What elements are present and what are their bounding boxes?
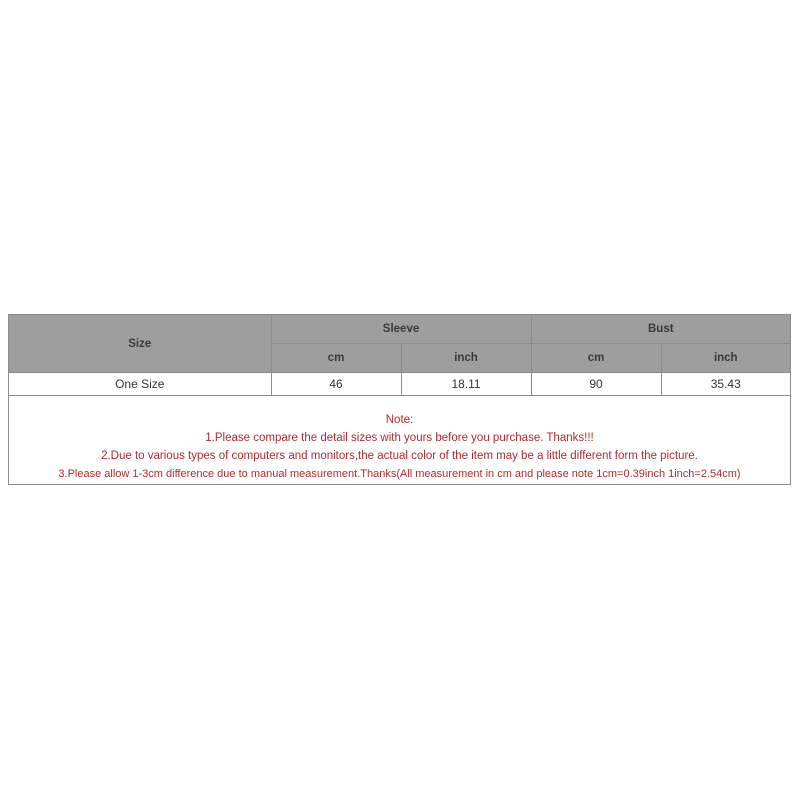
sleeve-inch-header: inch bbox=[401, 344, 531, 373]
size-chart bbox=[8, 314, 791, 485]
size-cell: One Size bbox=[9, 373, 271, 396]
size-table bbox=[9, 315, 790, 396]
sleeve-cm-header: cm bbox=[271, 344, 401, 373]
bust-inch-header: inch bbox=[661, 344, 790, 373]
bust-inch-cell: 35.43 bbox=[661, 373, 790, 396]
bust-cm-cell: 90 bbox=[531, 373, 661, 396]
notes-section bbox=[9, 411, 790, 483]
table-header-row bbox=[9, 315, 790, 344]
note-title: Note: bbox=[385, 414, 414, 426]
bust-header: Bust bbox=[531, 315, 790, 344]
note-line-2: 2.Due to various types of computers and monitors,the actual color of the item may be a little different form the picture. bbox=[101, 450, 698, 462]
note-line-1: 1.Please compare the detail sizes with yours before you purchase. Thanks!!! bbox=[205, 432, 594, 444]
sleeve-cm-cell: 46 bbox=[271, 373, 401, 396]
bust-cm-header: cm bbox=[531, 344, 661, 373]
note-line-3: 3.Please allow 1-3cm difference due to manual measurement.Thanks(All measurement in cm and please note 1cm=0.39inch 1inch=2.54cm) bbox=[58, 468, 741, 480]
size-header: Size bbox=[9, 315, 271, 373]
sleeve-header: Sleeve bbox=[271, 315, 531, 344]
sleeve-inch-cell: 18.11 bbox=[401, 373, 531, 396]
table-row bbox=[9, 373, 790, 396]
